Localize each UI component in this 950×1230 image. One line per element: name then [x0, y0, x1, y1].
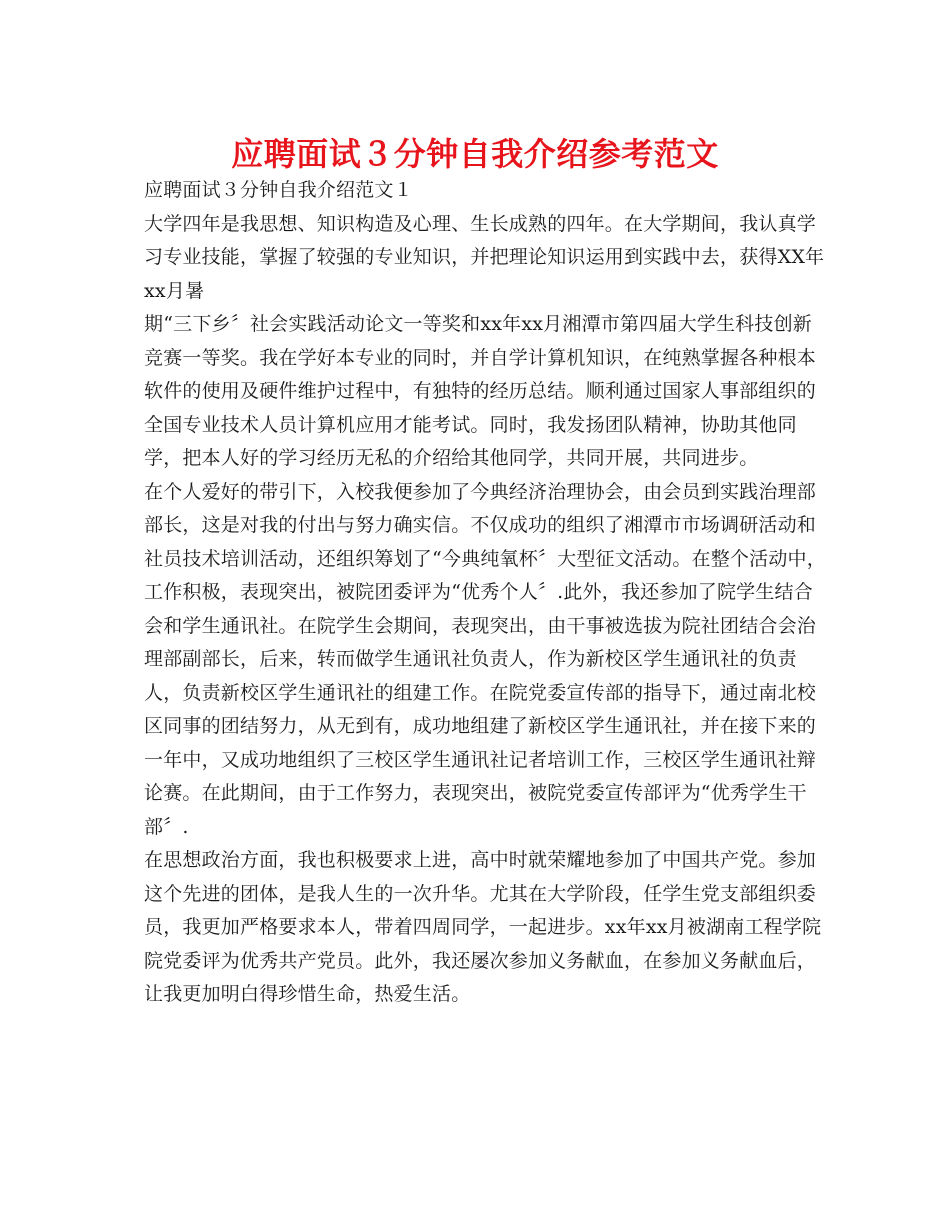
text-line: 大学四年是我思想、知识构造及心理、生长成熟的四年。在大学期间，我认真学	[144, 212, 817, 235]
text-line: 竞赛一等奖。我在学好本专业的同时，并自学计算机知识，在纯熟掌握各种根本	[144, 346, 817, 369]
text-line: 软件的使用及硬件维护过程中，有独特的经历总结。顺利通过国家人事部组织的	[144, 380, 817, 402]
text-line: 在个人爱好的带引下，入校我便参加了今典经济治理协会，由会员到实践治理部	[144, 480, 817, 503]
text-line: 院党委评为优秀共产党员。此外，我还屡次参加义务献血，在参加义务献血后，	[144, 949, 817, 972]
text-line: 让我更加明白得珍惜生命，热爱生活。	[144, 983, 471, 1005]
text-line: 全国专业技术人员计算机应用才能考试。同时，我发扬团队精神，协助其他同	[144, 413, 797, 436]
text-line: 这个先进的团体，是我人生的一次升华。尤其在大学阶段，任学生党支部组织委	[144, 882, 817, 905]
text-line: 论赛。在此期间，由于工作努力，表现突出，被院党委宣传部评为“优秀学生干	[144, 782, 807, 804]
text-line: 期“三下乡〞社会实践活动论文一等奖和xx年xx月湘潭市第四届大学生科技创新	[144, 313, 812, 335]
text-line: 区同事的团结努力，从无到有，成功地组建了新校区学生通讯社，并在接下来的	[144, 715, 817, 737]
text-line: 部〞.	[144, 815, 189, 838]
text-line: 习专业技能，掌握了较强的专业知识，并把理论知识运用到实践中去，获得XX年	[144, 246, 825, 268]
text-line: 在思想政治方面，我也积极要求上进，高中时就荣耀地参加了中国共产党。参加	[144, 849, 817, 871]
text-line: 工作积极，表现突出，被院团委评为“优秀个人〞.此外，我还参加了院学生结合	[144, 581, 813, 603]
text-line: 一年中，又成功地组织了三校区学生通讯社记者培训工作，三校区学生通讯社辩	[144, 748, 817, 771]
document-title: 应聘面试３分钟自我介绍参考范文	[231, 135, 719, 173]
text-line: 学，把本人好的学习经历无私的介绍给其他同学，共同开展，共同进步。	[144, 447, 759, 469]
text-line: xx月暑	[144, 279, 205, 302]
subtitle-line: 应聘面试３分钟自我介绍范文１	[144, 179, 413, 201]
text-line: 人，负责新校区学生通讯社的组建工作。在院党委宣传部的指导下，通过南北校	[144, 681, 817, 704]
document-body	[144, 174, 826, 1012]
text-line: 社员技术培训活动，还组织筹划了“今典纯氧杯〞大型征文活动。在整个活动中，	[144, 547, 826, 570]
text-line: 理部副部长，后来，转而做学生通讯社负责人，作为新校区学生通讯社的负责	[144, 648, 797, 670]
text-line: 员，我更加严格要求本人，带着四周同学，一起进步。xx年xx月被湖南工程学院	[144, 916, 822, 938]
text-line: 部长，这是对我的付出与努力确实信。不仅成功的组织了湘潭市市场调研活动和	[144, 514, 817, 536]
text-line: 会和学生通讯社。在院学生会期间，表现突出，由干事被选拔为院社团结合会治	[144, 614, 817, 637]
